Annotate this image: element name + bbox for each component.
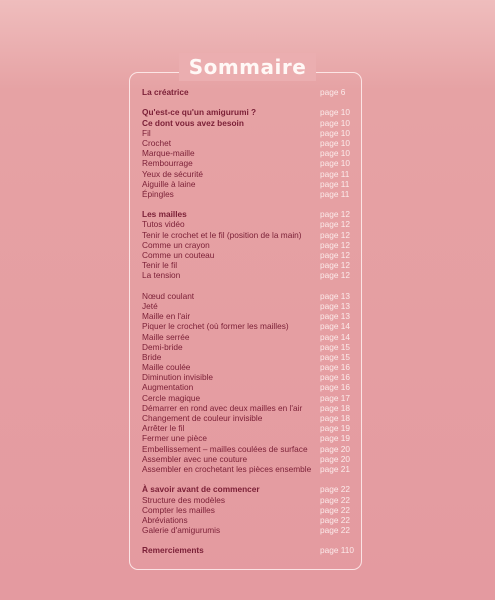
toc-entry: [142, 423, 354, 433]
toc-entry-label: Augmentation: [142, 382, 194, 393]
toc-entry-page: page 16: [320, 372, 350, 383]
toc-entry-page: page 22: [320, 504, 350, 515]
toc-entry-label: Qu'est-ce qu'un amigurumi ?: [142, 107, 257, 118]
toc-entry-label: Piquer le crochet (où former les mailles): [142, 321, 289, 332]
toc-entry-page: page 12: [320, 239, 350, 250]
toc-entry-label: Crochet: [142, 137, 172, 148]
toc-entry-page: page 12: [320, 219, 350, 230]
toc-entry: [142, 495, 354, 505]
toc-entry-label: Rembourrage: [142, 158, 193, 169]
toc-entry-label: Maille coulée: [142, 362, 191, 373]
toc-entry-label: Demi-bride: [142, 341, 183, 352]
toc-entry-label: Fil: [142, 127, 151, 138]
toc-entry-page: page 11: [320, 178, 350, 189]
toc-entry-label: Arrêter le fil: [142, 423, 185, 434]
toc-entry: [142, 169, 354, 179]
toc-entry: [142, 321, 354, 331]
section-gap: [142, 474, 354, 484]
toc-entry-page: page 11: [320, 168, 350, 179]
toc-entry: [142, 342, 354, 352]
toc-entry-page: page 6: [320, 87, 346, 97]
toc-entry: [142, 118, 354, 128]
toc-entry-label: Comme un couteau: [142, 250, 215, 260]
toc-entry-page: page 21: [320, 463, 350, 474]
toc-entry-page: page 10: [320, 127, 350, 138]
toc-entry-label: Galerie d'amigurumis: [142, 525, 221, 536]
toc-entry-page: page 22: [320, 514, 350, 525]
toc-entry-page: page 10: [320, 137, 350, 148]
toc-entry: [142, 138, 354, 148]
toc-entry: [142, 433, 354, 443]
toc-entry-page: page 12: [320, 209, 350, 220]
toc-entry: [142, 158, 354, 168]
toc-entry: [142, 250, 354, 260]
toc-entry-label: Jeté: [142, 300, 158, 311]
toc-entry-page: page 15: [320, 351, 350, 362]
toc-entry-page: page 12: [320, 250, 350, 260]
toc-entry-label: À savoir avant de commencer: [142, 484, 260, 495]
toc-entry: [142, 352, 354, 362]
title-wrapper: [0, 53, 495, 81]
toc-entry-page: page 12: [320, 229, 350, 240]
toc-entry: [142, 332, 354, 342]
toc-entry-label: Maille en l'air: [142, 311, 191, 322]
toc-entry-label: Compter les mailles: [142, 504, 215, 515]
toc-entry-page: page 10: [320, 158, 350, 169]
page-title: Sommaire: [179, 53, 317, 81]
toc-entry: [142, 311, 354, 321]
toc-entry-label: Épingles: [142, 188, 174, 199]
toc-entry: [142, 219, 354, 229]
toc-entry-label: Cercle magique: [142, 392, 201, 403]
toc-entry-label: Bride: [142, 351, 162, 362]
toc-entry-label: Fermer une pièce: [142, 433, 208, 444]
toc-entry: [142, 515, 354, 525]
table-of-contents: [142, 87, 354, 556]
toc-entry-page: page 15: [320, 341, 350, 352]
toc-entry-page: page 10: [320, 107, 350, 118]
section-gap: [142, 281, 354, 291]
toc-entry-page: page 16: [320, 362, 350, 373]
toc-entry-label: Aiguille à laine: [142, 178, 196, 189]
toc-entry-page: page 18: [320, 413, 350, 423]
toc-entry: [142, 464, 354, 474]
toc-entry-page: page 16: [320, 382, 350, 393]
toc-entry-label: Comme un crayon: [142, 239, 210, 250]
toc-entry: [142, 189, 354, 199]
section-gap: [142, 199, 354, 209]
toc-entry-label: Tenir le fil: [142, 260, 178, 271]
toc-entry: [142, 107, 354, 117]
toc-entry: [142, 393, 354, 403]
toc-entry-page: page 10: [320, 148, 350, 159]
toc-entry-page: page 22: [320, 484, 350, 495]
toc-entry-label: Diminution invisible: [142, 372, 214, 383]
toc-entry-page: page 19: [320, 433, 350, 444]
toc-entry-page: page 12: [320, 270, 350, 281]
toc-entry-page: page 22: [320, 525, 350, 536]
toc-entry-label: Les mailles: [142, 209, 187, 220]
toc-entry: [142, 270, 354, 280]
toc-entry-page: page 110: [320, 545, 354, 556]
toc-entry-label: Marque-maille: [142, 148, 195, 159]
toc-entry-label: Yeux de sécurité: [142, 168, 204, 179]
toc-entry-page: page 14: [320, 331, 350, 342]
toc-entry-page: page 22: [320, 494, 350, 505]
toc-entry: [142, 403, 354, 413]
toc-entry: [142, 179, 354, 189]
toc-entry-label: La créatrice: [142, 87, 189, 97]
toc-entry-page: page 11: [320, 188, 350, 199]
toc-entry-page: page 17: [320, 392, 350, 403]
section-gap: [142, 535, 354, 545]
toc-entry: [142, 382, 354, 392]
toc-entry: [142, 454, 354, 464]
toc-entry: [142, 230, 354, 240]
toc-entry-label: Structure des modèles: [142, 494, 226, 505]
toc-entry-page: page 12: [320, 260, 350, 271]
toc-entry-label: Remerciements: [142, 545, 204, 556]
toc-entry: [142, 372, 354, 382]
toc-entry-label: Assembler avec une couture: [142, 453, 248, 464]
toc-entry: [142, 545, 354, 555]
toc-entry-label: Embellissement – mailles coulées de surface: [142, 443, 308, 454]
toc-entry: [142, 525, 354, 535]
toc-entry-page: page 20: [320, 443, 350, 454]
toc-entry-label: Nœud coulant: [142, 290, 195, 301]
toc-entry: [142, 444, 354, 454]
toc-entry-label: Tenir le crochet et le fil (position de la main): [142, 229, 302, 240]
toc-entry: [142, 505, 354, 515]
toc-entry-label: Démarrer en rond avec deux mailles en l'air: [142, 402, 303, 413]
toc-entry: [142, 362, 354, 372]
toc-entry-label: La tension: [142, 270, 181, 281]
toc-entry-page: page 14: [320, 321, 350, 332]
toc-entry: [142, 87, 354, 97]
toc-entry: [142, 128, 354, 138]
toc-entry-label: Changement de couleur invisible: [142, 413, 263, 423]
toc-entry-page: page 18: [320, 402, 350, 413]
toc-entry: [142, 240, 354, 250]
toc-entry-label: Ce dont vous avez besoin: [142, 117, 244, 128]
toc-entry-label: Assembler en crochetant les pièces ensemble: [142, 463, 312, 474]
toc-entry-page: page 13: [320, 300, 350, 311]
toc-entry: [142, 301, 354, 311]
toc-entry-label: Abréviations: [142, 514, 188, 525]
toc-entry-page: page 10: [320, 117, 350, 128]
toc-entry: [142, 148, 354, 158]
toc-entry-page: page 13: [320, 311, 350, 322]
toc-entry: [142, 291, 354, 301]
section-gap: [142, 97, 354, 107]
toc-entry-page: page 20: [320, 453, 350, 464]
toc-entry-page: page 13: [320, 290, 350, 301]
toc-entry: [142, 413, 354, 423]
toc-entry-page: page 19: [320, 423, 350, 434]
toc-entry: [142, 260, 354, 270]
toc-entry-label: Maille serrée: [142, 331, 190, 342]
toc-entry: [142, 209, 354, 219]
toc-entry: [142, 484, 354, 494]
toc-entry-label: Tutos vidéo: [142, 219, 185, 230]
